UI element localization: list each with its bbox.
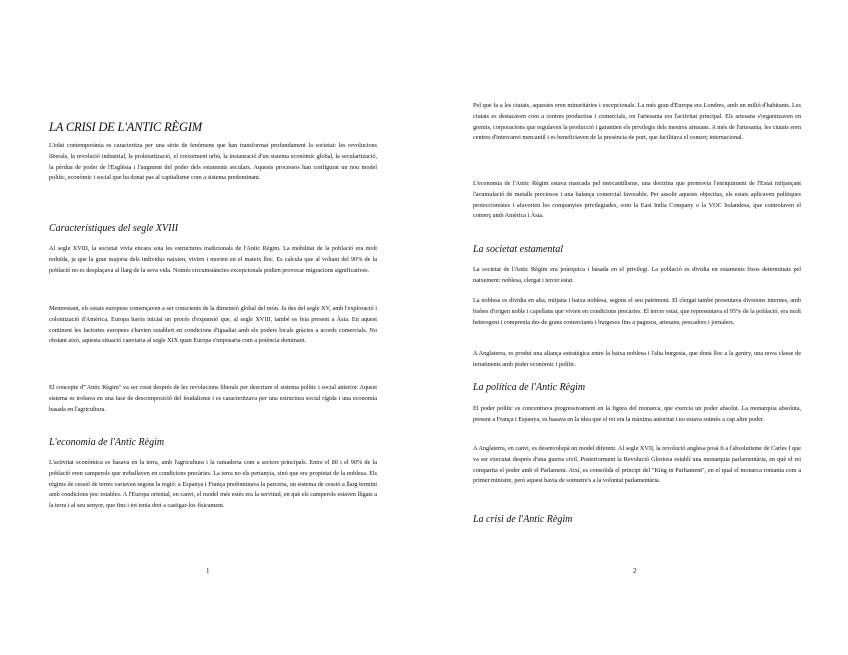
paragraph-cities: Pel que fa a les ciutats, aquestes eren minoritàries i excepcionals. La més gran d'Europa era Londres, amb un milió d'habitants. Les ciutats es destacaven com a centres productius i comercials, on l'artesania era l'activitat principal. Els artesans s'organitzaven en gremis, corporacions que regulaven la producció i garantien els privilegis dels mestres artesans. A més de l'artesania, les ciutats eren centres d'intercanvi mercantil i es beneficiaven de la presència de port, que facilitava el comerç internacional.: [473, 102, 801, 142]
paragraph-absolutism: El poder polític es concentrava progressivament en la figura del monarca, que exercia un poder absolut. La monarquia absoluta, present a França i Espanya, es basava en la idea que el rei era la màxima autoritat i no estava sotmès a cap altre poder.: [473, 405, 801, 423]
page-title: LA CRISI DE L'ANTIC RÈGIM: [49, 120, 202, 134]
paragraph-mercantilism: L'economia de l'Antic Règim estava marcada pel mercantilisme, una doctrina que promovia l'enriquiment de l'Estat mitjançant l'acumulació de metalls preciosos i una balança comercial favorable. Per assolir aquests objectius, els estats aplicaven polítiques proteccionistes i afavorien les companyies privilegiades, com la East India Company o la VOC holandesa, que controlaven el comerç amb Amèrica i Àsia.: [473, 180, 801, 220]
section-heading-society: La societat estamental: [473, 244, 563, 255]
paragraph-england: A Anglaterra, en canvi, es desenvolupà un model diferent. Al segle XVII, la revolució anglesa posà fi a l'absolutisme de Carles I que va ser executat després d'una guerra civil. Posteriorment la Revolució Gloriosa establí una monarquia parlamentària, en què el rei compartia el poder amb el Parlament. Així, es consolidà el principi del "King in Parliament", en el qual el monarca romania com a primer ministre, però aquest havia de sotmetre's a la voluntat parlamentària.: [473, 445, 801, 485]
section-heading-crisis: La crisi de l'Antic Règim: [473, 514, 573, 525]
paragraph-estates: La noblesa es dividia en alta, mitjana i baixa noblesa, segons el seu patrimoni. El clergat també presentava divisions internes, amb bisbes d'origen noble i capellans que vivien en condicions precàries. El tercer estat, que representava el 95% de la població, era molt heterogeni i comprenia des de grans comerciants i burgesos fins a pagesos, artesans, pescadors i jornalers.: [473, 297, 801, 326]
paragraph-society-hierarchy: La societat de l'Antic Règim era jeràrquica i basada en el privilegi. La població es dividia en estaments fixos determinats pel naixement: noblesa, clergat i tercer estat.: [473, 266, 801, 284]
section-heading-characteristics: Característiques del segle XVIII: [49, 223, 179, 234]
page-number: 2: [633, 567, 637, 575]
intro-paragraph: L'edat contemporània es caracteritza per una sèrie de fenòmens que han transformat profundament la societat: les revolucions liberals, la revolució industrial, la proletarització, el creixement urbà, la instauració d'un sistema econòmic global, la secularització, la pèrdua de poder de l'Església i l'augment del poder dels estaments seculars. Aquests processos han configurat un nou model polític, econòmic i social que ha donat pas al capitalisme com a sistema predominant.: [49, 142, 377, 182]
page-number: 1: [206, 567, 210, 575]
paragraph-concept: El concepte d'"Antic Règim" va ser creat després de les revolucions liberals per descriure el sistema polític i social anterior. Aquest sistema es trobava en una fase de descomposició del feudalisme i es caracteritzava per una estructura social rígida i una economia basada en l'agricultura.: [49, 384, 377, 413]
paragraph-economy: L'activitat econòmica es basava en la terra, amb l'agricultura i la ramaderia com a sectors principals. Entre el 80 i el 90% de la població eren camperols que treballaven en condicions precàries. La terra no els pertanyia, sinó que era propietat de la noblesa. Els règims de cessió de terres variaven segons la regió: a Espanya i França predominava la parceria, un sistema de cessió a llarg termini amb condicions poc estables. A l'Europa oriental, en canvi, el model més estès era la servitud, en què els camperols estaven lligats a la terra i al seu senyor, que fins i tot tenia dret a castigar-los físicament.: [49, 459, 377, 510]
paragraph-expansion: Mentrestant, els estats europeus començaven a ser conscients de la dimensió global del món. Ja des del segle XV, amb l'exploració i colonització d'Amèrica, Europa havia iniciat un procés d'expansió que, al segle XVIII, també es feia present a Àsia. En aquest continent les factories europees s'havien establert en condicions d'igualtat amb els poders locals gràcies a acords comercials. No obstant això, aquesta situació canviaria al segle XIX quan Europa s'imposaria com a potència dominant.: [49, 305, 377, 345]
section-heading-economy: L'economia de l'Antic Règim: [49, 437, 165, 448]
section-heading-politics: La política de l'Antic Règim: [473, 382, 586, 393]
paragraph-mobility: Al segle XVIII, la societat vivia encara sota les estructures tradicionals de l'Antic Règim. La mobilitat de la població era molt reduïda, ja que la gran majoria dels individus naixien, vivien i morien en el mateix lloc. Es calcula que al voltant del 90% de la població no es desplaçava al llarg de la seva vida. Només circumstàncies excepcionals podien provocar migracions significatives.: [49, 245, 377, 274]
right-page: [473, 0, 801, 655]
paragraph-gentry: A Anglaterra, es produí una aliança estratègica entre la baixa noblesa i l'alta burgesia, que donà lloc a la gentry, una nova classe de terratinents amb poder econòmic i polític.: [473, 350, 801, 368]
left-page: [49, 0, 377, 655]
